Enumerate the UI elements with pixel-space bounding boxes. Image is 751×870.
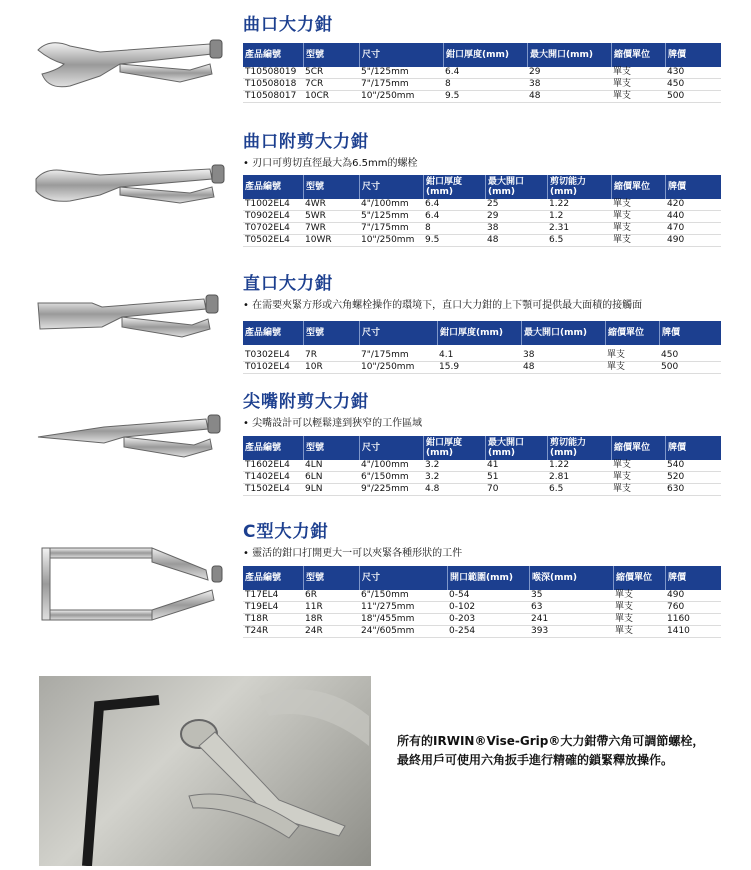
curved-jaw-cutter-pliers-image [30,155,230,215]
cell: 15.9 [439,362,460,372]
note-line-2: 最終用戶可使用六角扳手進行精確的鎖緊釋放操作。 [397,753,674,767]
table-row [243,91,721,103]
note-line-1: 所有的IRWIN®Vise-Grip®大力鉗帶六角可調節螺栓， [397,734,705,748]
header-cell: 最大開口(mm) [485,436,547,460]
header-cell: 剪切能力(mm) [547,175,611,199]
cell: 9.5 [425,235,440,245]
cell: 48 [529,91,541,101]
table-header [243,566,721,590]
cell: 450 [661,350,679,360]
header-cell: 尺寸 [359,43,443,67]
cell: T10508017 [245,91,297,101]
cell: 單支 [615,614,634,624]
cell: 6.4 [425,199,440,209]
header-cell: 縮價單位 [611,436,665,460]
cell: 6.5 [549,235,564,245]
header-cell: 型號 [303,566,359,590]
cell: 1.22 [549,460,570,470]
cell: 7R [305,350,317,360]
section-title: 直口大力鉗 [243,274,333,294]
header-cell: 牌價 [665,436,721,460]
curved-jaw-pliers-image [30,30,230,100]
cell: 5CR [305,67,324,77]
cell: 0-203 [449,614,476,624]
section-bullet: • 刃口可剪切直徑最大為6.5mm的螺栓 [243,157,721,170]
header-cell: 縮價單位 [611,175,665,199]
cell: 1.2 [549,211,564,221]
cell: 單支 [613,67,632,77]
cell: T1602EL4 [245,460,290,470]
header-cell: 型號 [303,175,359,199]
table-header [243,43,721,67]
cell: 6.4 [445,67,460,77]
table-row [243,626,721,638]
cell: 7CR [305,79,324,89]
cell: T0702EL4 [245,223,290,233]
cell: 10"/250mm [361,362,415,372]
c-clamp-pliers-image [36,540,231,630]
header-cell: 尺寸 [359,436,423,460]
table-row [243,602,721,614]
cell: 25 [487,199,499,209]
cell: 5WR [305,211,326,221]
section-c-clamp [243,522,721,638]
header-cell: 牌價 [665,566,721,590]
cell: T0102EL4 [245,362,290,372]
cell: 單支 [615,590,634,600]
cell: 51 [487,472,499,482]
header-cell: 鉗口厚度(mm) [423,175,485,199]
cell: 7"/175mm [361,350,409,360]
cell: 38 [529,79,541,89]
cell: 241 [531,614,549,624]
header-cell: 最大開口(mm) [521,321,605,345]
table-row [243,590,721,602]
header-cell: 牌價 [665,43,721,67]
cell: 單支 [607,362,626,372]
header-cell: 產品編號 [245,328,282,338]
cell: 35 [531,590,543,600]
cell: 單支 [613,79,632,89]
header-cell: 牌價 [665,175,721,199]
hex-key-adjustment-photo [39,676,371,866]
cell: 8 [425,223,431,233]
table-row [243,614,721,626]
cell: 38 [523,350,535,360]
cell: T18R [245,614,269,624]
cell: 41 [487,460,499,470]
header-cell: 牌價 [659,321,715,345]
header-cell: 縮價單位 [613,566,665,590]
cell: 6"/150mm [361,590,409,600]
table-header [243,321,721,345]
long-nose-pliers-image [34,405,229,465]
table-row [243,460,721,472]
cell: 10WR [305,235,332,245]
section-bullet: • 在需要夾緊方形或六角螺栓操作的環境下，直口大力鉗的上下顎可提供最大面積的接觸面 [243,299,721,312]
cell: T24R [245,626,269,636]
hex-adjust-note [397,732,737,770]
header-cell: 縮價單位 [611,43,665,67]
header-cell: 產品編號 [245,443,282,453]
cell: T0302EL4 [245,350,290,360]
table-header [243,436,721,460]
header-cell: 鉗口厚度(mm) [423,436,485,460]
cell: 3.2 [425,472,440,482]
cell: 760 [667,602,685,612]
cell: 單支 [613,199,632,209]
cell: 10CR [305,91,329,101]
cell: 63 [531,602,543,612]
cell: 11"/275mm [361,602,415,612]
header-cell: 產品編號 [245,182,282,192]
cell: 單支 [613,91,632,101]
table-row [243,484,721,496]
cell: 10"/250mm [361,91,415,101]
cell: T0502EL4 [245,235,290,245]
section-curved-jaw-cutter [243,132,721,247]
cell: 7"/175mm [361,223,409,233]
cell: 0-254 [449,626,476,636]
cell: T10508018 [245,79,297,89]
cell: 8 [445,79,451,89]
table-row [243,223,721,235]
cell: 單支 [615,602,634,612]
table-row [243,235,721,247]
cell: 單支 [615,626,634,636]
cell: 5"/125mm [361,211,409,221]
cell: 1160 [667,614,690,624]
cell: 5"/125mm [361,67,409,77]
cell: 9.5 [445,91,460,101]
table-header [243,175,721,199]
header-cell: 鉗口厚度(mm) [437,321,521,345]
section-title: C型大力鉗 [243,522,329,542]
cell: 4"/100mm [361,460,409,470]
header-cell: 型號 [303,321,359,345]
cell: 18R [305,614,323,624]
cell: 11R [305,602,323,612]
cell: 48 [487,235,499,245]
cell: 2.81 [549,472,570,482]
cell: 2.31 [549,223,570,233]
section-straight-jaw [243,274,721,374]
table-row [243,67,721,79]
cell: 6R [305,590,317,600]
cell: T1402EL4 [245,472,290,482]
table-row [243,79,721,91]
cell: 單支 [613,235,632,245]
cell: 18"/455mm [361,614,415,624]
section-long-nose-cutter [243,392,721,496]
cell: 29 [487,211,499,221]
cell: 500 [661,362,679,372]
cell: 4"/100mm [361,199,409,209]
header-cell: 尺寸 [359,321,437,345]
section-bullet: • 尖嘴設計可以輕鬆達到狹窄的工作區域 [243,417,721,430]
header-cell: 喉深(mm) [529,566,613,590]
cell: 29 [529,67,541,77]
cell: 10R [305,362,323,372]
cell: T1502EL4 [245,484,290,494]
header-cell: 鉗口厚度(mm) [443,43,527,67]
cell: 4LN [305,460,323,470]
table-row [243,211,721,223]
cell: 1410 [667,626,690,636]
cell: 38 [487,223,499,233]
cell: 393 [531,626,549,636]
cell: 6.5 [549,484,564,494]
cell: 4WR [305,199,326,209]
cell: 520 [667,472,685,482]
cell: 0-102 [449,602,476,612]
section-title: 曲口大力鉗 [243,15,333,35]
cell: 540 [667,460,685,470]
header-cell: 最大開口(mm) [527,43,611,67]
header-cell: 尺寸 [359,566,447,590]
table-row [243,350,721,362]
cell: T1002EL4 [245,199,290,209]
cell: 7"/175mm [361,79,409,89]
cell: 6.4 [425,211,440,221]
cell: 48 [523,362,535,372]
cell: 單支 [607,350,626,360]
cell: 70 [487,484,499,494]
hex-key-photo-drawing [39,676,371,866]
table-row [243,362,721,374]
table-row [243,472,721,484]
cell: 24"/605mm [361,626,415,636]
cell: 630 [667,484,685,494]
cell: 1.22 [549,199,570,209]
cell: 490 [667,590,685,600]
header-cell: 最大開口(mm) [485,175,547,199]
section-title: 尖嘴附剪大力鉗 [243,392,369,412]
cell: T10508019 [245,67,297,77]
cell: 單支 [613,460,632,470]
header-cell: 產品編號 [245,573,282,583]
cell: 500 [667,91,685,101]
header-cell: 開口範圍(mm) [447,566,529,590]
cell: 10"/250mm [361,235,415,245]
section-curved-jaw [243,15,721,103]
header-cell: 產品編號 [245,50,282,60]
header-cell: 型號 [303,43,359,67]
cell: 450 [667,79,685,89]
header-cell: 剪切能力(mm) [547,436,611,460]
cell: 4.8 [425,484,440,494]
cell: 440 [667,211,685,221]
cell: 單支 [613,211,632,221]
straight-jaw-pliers-image [32,285,227,350]
cell: T19EL4 [245,602,279,612]
cell: 470 [667,223,685,233]
cell: 9"/225mm [361,484,409,494]
cell: 9LN [305,484,323,494]
header-cell: 縮價單位 [605,321,659,345]
cell: T17EL4 [245,590,279,600]
cell: 單支 [613,484,632,494]
cell: 430 [667,67,685,77]
header-cell: 尺寸 [359,175,423,199]
cell: 3.2 [425,460,440,470]
cell: 7WR [305,223,326,233]
cell: 4.1 [439,350,454,360]
cell: 單支 [613,472,632,482]
table-row [243,199,721,211]
section-title: 曲口附剪大力鉗 [243,132,369,152]
cell: 24R [305,626,323,636]
cell: 0-54 [449,590,470,600]
cell: 6"/150mm [361,472,409,482]
section-bullet: • 靈活的鉗口打開更大一可以夾緊各種形狀的工件 [243,547,721,560]
cell: 單支 [613,223,632,233]
header-cell: 型號 [303,436,359,460]
cell: 6LN [305,472,323,482]
cell: 490 [667,235,685,245]
cell: T0902EL4 [245,211,290,221]
cell: 420 [667,199,685,209]
